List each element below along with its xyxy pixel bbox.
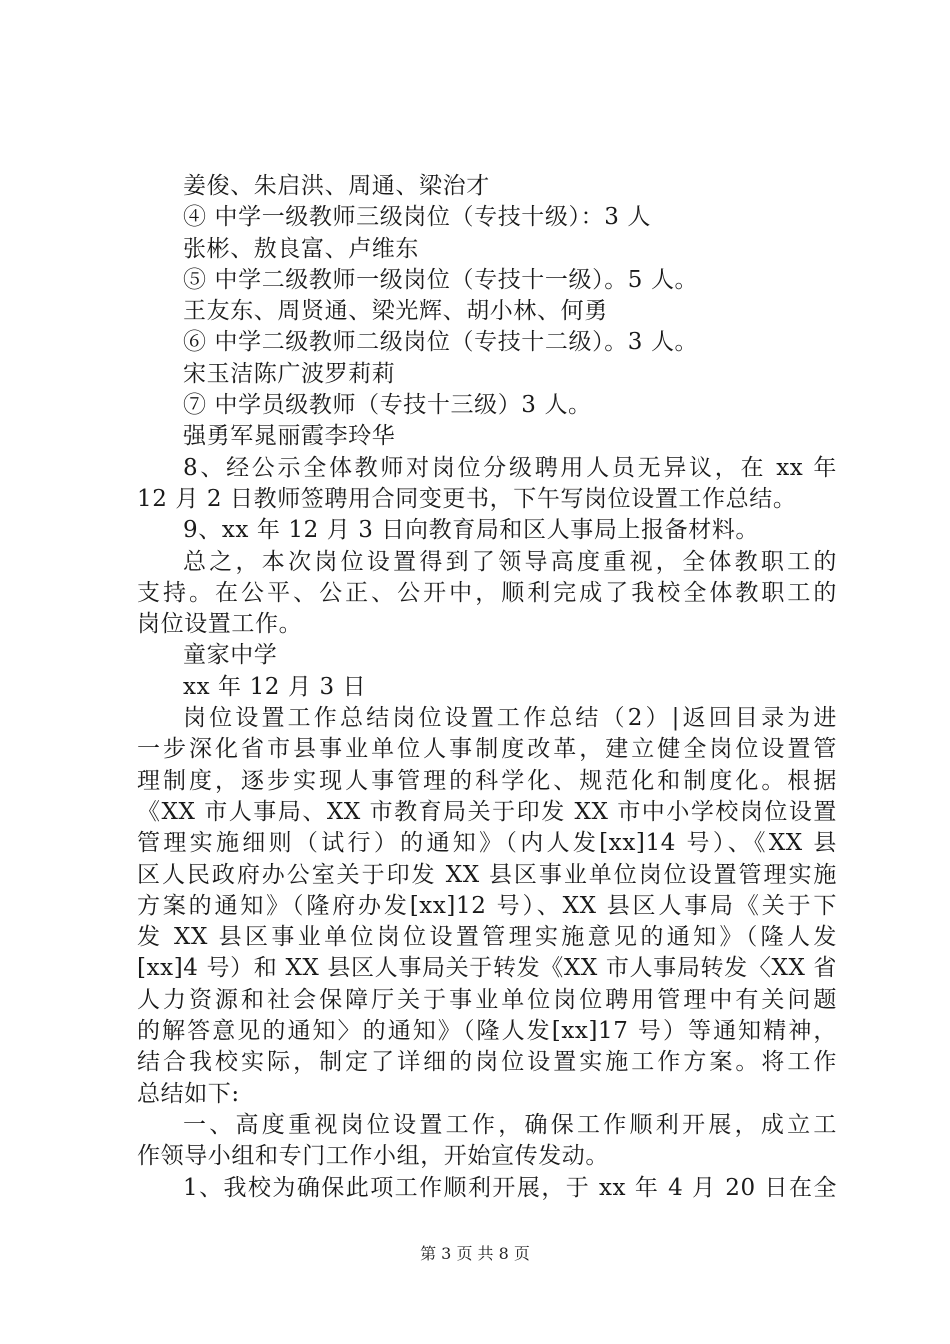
text-line: 1、我校为确保此项工作顺利开展，于 xx 年 4 月 20 日在全	[183, 1174, 837, 1201]
text-line: 姜俊、朱启洪、周通、梁治才	[183, 173, 490, 199]
text-line: 作领导小组和专门工作小组，开始宣传发动。	[137, 1143, 609, 1170]
text-line: [xx]4 号）和 XX 县区人事局关于转发《XX 市人事局转发〈XX 省	[137, 955, 837, 982]
text-line: 支持。在公平、公正、公开中，顺利完成了我校全体教职工的	[137, 579, 837, 606]
text-line: 管理实施细则（试行）的通知》（内人发[xx]14 号）、《XX 县	[137, 830, 837, 857]
text-line: 《XX 市人事局、XX 市教育局关于印发 XX 市中小学校岗位设置	[137, 798, 837, 825]
text-line: 一步深化省市县事业单位人事制度改革，建立健全岗位设置管	[137, 736, 837, 763]
text-line: 岗位设置工作总结岗位设置工作总结（2）|返回目录为进	[183, 705, 837, 732]
text-line: ⑥ 中学二级教师二级岗位（专技十二级）。3 人。	[183, 329, 699, 356]
text-line: 总结如下:	[137, 1080, 240, 1107]
text-line: 岗位设置工作。	[137, 611, 303, 638]
text-line: 结合我校实际，制定了详细的岗位设置实施工作方案。将工作	[137, 1049, 837, 1076]
text-line: ④ 中学一级教师三级岗位（专技十级）：3 人	[183, 204, 651, 231]
text-line: 8、经公示全体教师对岗位分级聘用人员无异议，在 xx 年	[183, 454, 837, 481]
text-line: 王友东、周贤通、梁光辉、胡小林、何勇	[183, 298, 608, 325]
text-line: 的解答意见的通知〉的通知》（隆人发[xx]17 号）等通知精神，	[137, 1018, 837, 1045]
text-line: 发 XX 县区事业单位岗位设置管理实施意见的通知》（隆人发	[137, 924, 837, 951]
text-line: 一、高度重视岗位设置工作，确保工作顺利开展，成立工	[183, 1111, 837, 1138]
text-line: 张彬、敖良富、卢维东	[183, 235, 419, 262]
text-line: 9、xx 年 12 月 3 日向教育局和区人事局上报备材料。	[183, 517, 760, 544]
text-line: ⑦ 中学员级教师（专技十三级）3 人。	[183, 392, 592, 419]
text-line: 总之，本次岗位设置得到了领导高度重视，全体教职工的	[183, 548, 837, 575]
text-line: 方案的通知》（隆府办发[xx]12 号）、XX 县区人事局《关于下	[137, 892, 837, 919]
text-line: xx 年 12 月 3 日	[183, 673, 367, 700]
text-line: 区人民政府办公室关于印发 XX 县区事业单位岗位设置管理实施	[137, 861, 837, 888]
text-line: 童家中学	[183, 642, 278, 669]
text-line: 宋玉洁陈广波罗莉莉	[183, 360, 396, 387]
text-line: 12 月 2 日教师签聘用合同变更书，下午写岗位设置工作总结。	[137, 485, 797, 512]
text-line: ⑤ 中学二级教师一级岗位（专技十一级）。5 人。	[183, 266, 699, 293]
text-line: 人力资源和社会保障厅关于事业单位岗位聘用管理中有关问题	[137, 986, 837, 1013]
text-line: 理制度，逐步实现人事管理的科学化、规范化和制度化。根据	[137, 767, 837, 794]
document-body	[137, 171, 837, 1204]
text-line: 强勇军晁丽霞李玲华	[183, 423, 396, 450]
page-footer: 第 3 页 共 8 页	[420, 1244, 530, 1263]
